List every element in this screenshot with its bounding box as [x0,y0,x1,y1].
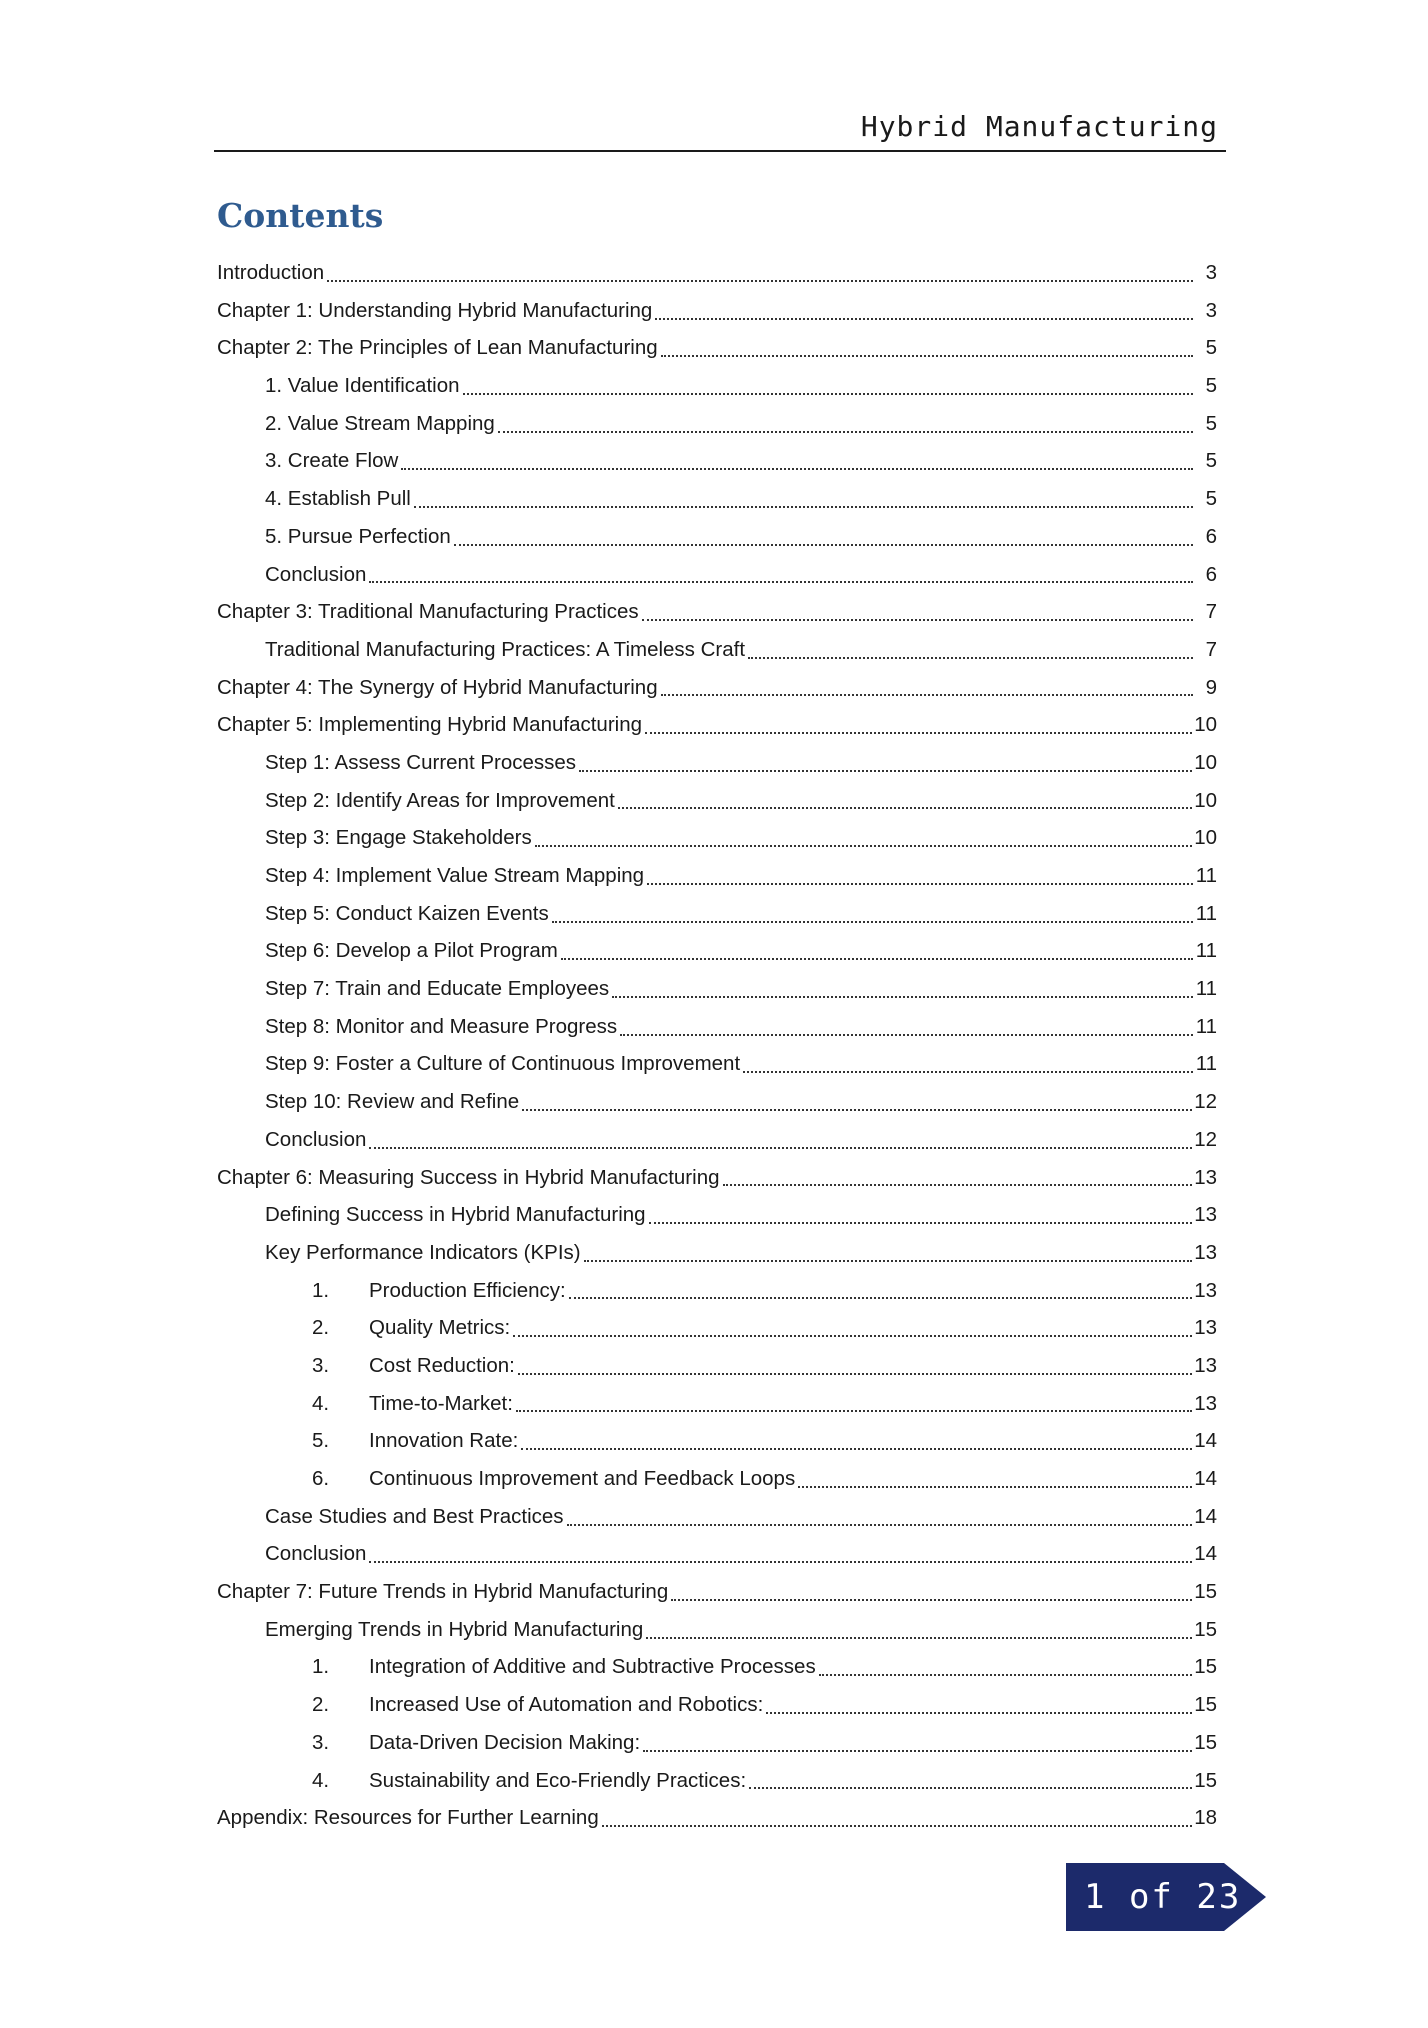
toc-entry-title: 2. Value Stream Mapping [265,411,495,435]
toc-entry-page: 6 [1205,562,1217,586]
toc-entry-number: 6. [312,1467,330,1490]
toc-entry-title: Conclusion [265,562,367,586]
toc-entry[interactable] [217,1573,1217,1611]
toc-entry-title: Continuous Improvement and Feedback Loops [369,1467,796,1490]
toc-entry-page: 5 [1205,336,1217,360]
toc-entry-title: Defining Success in Hybrid Manufacturing [265,1203,646,1227]
toc-entry[interactable] [217,556,1217,594]
toc-entry-title: Chapter 4: The Synergy of Hybrid Manufacturing [217,675,658,699]
toc-entry-page: 14 [1194,1429,1217,1453]
toc-entry-number: 3. [312,1353,330,1377]
toc-entry[interactable] [217,1347,1217,1385]
toc-dot-leader [513,1335,1192,1337]
table-of-contents [217,254,1217,1837]
toc-entry[interactable] [217,669,1217,707]
toc-entry[interactable] [217,1196,1217,1234]
toc-dot-leader [522,1109,1192,1111]
document-header-title: Hybrid Manufacturing [860,110,1218,143]
toc-entry-title: Step 10: Review and Refine [265,1090,520,1114]
toc-entry[interactable] [217,1460,1217,1498]
toc-entry-page: 6 [1205,524,1217,548]
toc-entry-title: Key Performance Indicators (KPIs) [265,1240,581,1264]
toc-entry-number: 5. [312,1429,330,1453]
toc-entry[interactable] [217,1648,1217,1686]
toc-entry-page: 11 [1195,1052,1217,1076]
toc-entry[interactable] [217,518,1217,556]
toc-entry-title: 5. Pursue Perfection [265,524,451,548]
toc-dot-leader [743,1071,1193,1073]
toc-entry[interactable] [217,1686,1217,1724]
toc-entry[interactable] [217,1045,1217,1083]
toc-entry-title: Production Efficiency: [369,1278,566,1302]
toc-entry-title: Step 1: Assess Current Processes [265,750,577,774]
toc-entry-title: Innovation Rate: [369,1429,519,1453]
toc-dot-leader [569,1297,1192,1299]
toc-entry-page: 11 [1195,864,1217,887]
toc-dot-leader [618,807,1192,809]
toc-entry-number: 4. [312,1391,330,1415]
toc-entry-page: 15 [1194,1580,1217,1604]
toc-entry-title: Step 4: Implement Value Stream Mapping [265,864,645,887]
toc-entry-page: 11 [1195,977,1217,1001]
toc-entry-page: 3 [1205,298,1217,322]
toc-dot-leader [655,318,1193,320]
toc-entry-page: 12 [1194,1127,1217,1151]
toc-entry[interactable] [217,744,1217,782]
toc-entry-title: Introduction [217,261,325,284]
toc-dot-leader [454,544,1193,546]
toc-entry-title: Data-Driven Decision Making: [369,1730,641,1754]
toc-entry-page: 18 [1194,1806,1217,1830]
toc-entry-number: 1. [312,1278,330,1302]
toc-entry-title: Step 7: Train and Educate Employees [265,977,610,1001]
page-number-badge [1066,1863,1266,1931]
toc-dot-leader [643,1750,1192,1752]
toc-dot-leader [748,657,1193,659]
toc-dot-leader [661,355,1193,357]
toc-dot-leader [766,1712,1192,1714]
toc-dot-leader [579,770,1192,772]
toc-entry[interactable] [217,1008,1217,1046]
contents-heading: Contents [217,196,384,235]
toc-dot-leader [369,581,1193,583]
toc-dot-leader [671,1599,1192,1601]
toc-dot-leader [602,1825,1192,1827]
toc-entry[interactable] [217,1498,1217,1536]
toc-dot-leader [645,732,1192,734]
toc-entry-title: Emerging Trends in Hybrid Manufacturing [265,1617,644,1641]
toc-entry-title: Step 9: Foster a Culture of Continuous Improvement [265,1052,741,1076]
toc-entry-title: Chapter 3: Traditional Manufacturing Practices [217,600,639,624]
toc-entry-page: 15 [1194,1693,1217,1717]
toc-entry-number: 2. [312,1316,330,1340]
toc-entry[interactable] [217,1234,1217,1272]
toc-entry-title: Chapter 7: Future Trends in Hybrid Manufacturing [217,1580,669,1604]
toc-entry-page: 5 [1205,449,1217,473]
toc-entry-title: Chapter 6: Measuring Success in Hybrid Manufacturing [217,1165,720,1189]
toc-entry-title: Appendix: Resources for Further Learning [217,1806,599,1830]
toc-entry-page: 10 [1194,788,1217,812]
toc-entry[interactable] [217,1121,1217,1159]
toc-entry-page: 5 [1205,374,1217,398]
toc-entry-title: Sustainability and Eco-Friendly Practices: [369,1768,747,1792]
toc-entry-page: 7 [1205,600,1217,624]
toc-entry-page: 12 [1194,1090,1217,1114]
toc-entry-page: 9 [1205,675,1217,699]
toc-entry-page: 15 [1194,1655,1217,1679]
toc-entry[interactable] [217,706,1217,744]
toc-entry-title: Traditional Manufacturing Practices: A Timeless Craft [265,637,746,661]
toc-entry[interactable] [217,254,1217,292]
toc-entry-title: Integration of Additive and Subtractive Processes [369,1655,816,1679]
toc-entry-title: Cost Reduction: [369,1353,515,1377]
toc-dot-leader [521,1448,1192,1450]
toc-dot-leader [414,506,1193,508]
toc-dot-leader [749,1787,1192,1789]
toc-dot-leader [552,921,1193,923]
toc-entry[interactable] [217,819,1217,857]
toc-entry[interactable] [217,1272,1217,1310]
toc-dot-leader [369,1561,1192,1563]
toc-entry[interactable] [217,292,1217,330]
toc-dot-leader [723,1184,1193,1186]
toc-entry-title: Step 2: Identify Areas for Improvement [265,788,615,812]
toc-entry-title: 3. Create Flow [265,449,399,473]
toc-entry-page: 13 [1194,1203,1217,1227]
toc-dot-leader [647,883,1193,885]
toc-entry-title: 4. Establish Pull [265,487,411,511]
toc-entry[interactable] [217,1422,1217,1460]
toc-entry-title: Time-to-Market: [369,1391,513,1415]
toc-entry[interactable] [217,895,1217,933]
toc-entry-page: 11 [1195,1014,1217,1038]
toc-entry-page: 15 [1194,1617,1217,1641]
toc-entry-title: Step 8: Monitor and Measure Progress [265,1014,618,1038]
toc-entry[interactable] [217,1611,1217,1649]
toc-entry-page: 13 [1194,1278,1217,1302]
toc-dot-leader [798,1486,1192,1488]
toc-dot-leader [649,1222,1193,1224]
toc-entry-page: 10 [1194,826,1217,850]
toc-entry-page: 14 [1194,1504,1217,1528]
toc-dot-leader [620,1034,1193,1036]
toc-entry-page: 15 [1194,1768,1217,1792]
toc-entry-page: 13 [1194,1316,1217,1340]
toc-entry[interactable] [217,442,1217,480]
toc-dot-leader [661,694,1193,696]
toc-entry-page: 7 [1205,637,1217,661]
toc-dot-leader [401,468,1193,470]
toc-entry-title: Step 5: Conduct Kaizen Events [265,901,549,925]
toc-entry-title: Chapter 1: Understanding Hybrid Manufacturing [217,298,653,322]
toc-entry[interactable] [217,405,1217,443]
header-rule [214,150,1226,152]
toc-entry-title: Quality Metrics: [369,1316,511,1340]
toc-entry-page: 10 [1194,713,1217,737]
toc-entry-page: 10 [1194,750,1217,774]
toc-entry[interactable] [217,329,1217,367]
toc-entry[interactable] [217,631,1217,669]
toc-dot-leader [642,619,1193,621]
toc-entry[interactable] [217,1309,1217,1347]
toc-dot-leader [463,393,1194,395]
toc-dot-leader [646,1637,1192,1639]
toc-entry-title: Increased Use of Automation and Robotics: [369,1693,764,1717]
toc-entry[interactable] [217,857,1217,895]
toc-entry[interactable] [217,782,1217,820]
toc-dot-leader [819,1674,1192,1676]
toc-entry-page: 13 [1194,1165,1217,1189]
toc-entry-number: 3. [312,1730,330,1754]
toc-entry-page: 11 [1195,939,1217,963]
toc-entry-page: 15 [1194,1730,1217,1754]
toc-dot-leader [584,1260,1193,1262]
toc-entry[interactable] [217,367,1217,405]
toc-dot-leader [369,1147,1192,1149]
toc-dot-leader [518,1373,1192,1375]
toc-entry[interactable] [217,1762,1217,1800]
toc-entry-title: Case Studies and Best Practices [265,1504,564,1528]
toc-dot-leader [535,845,1192,847]
page-indicator: 1 of 23 [1084,1877,1242,1917]
toc-entry-page: 5 [1205,487,1217,511]
toc-entry-number: 1. [312,1655,330,1679]
toc-entry[interactable] [217,1535,1217,1573]
toc-entry-number: 4. [312,1768,330,1792]
toc-entry[interactable] [217,1799,1217,1837]
toc-entry-title: Step 6: Develop a Pilot Program [265,939,558,963]
toc-entry-page: 13 [1194,1240,1217,1264]
toc-entry[interactable] [217,1159,1217,1197]
toc-entry-number: 2. [312,1693,330,1717]
toc-dot-leader [516,1410,1192,1412]
toc-entry-title: Chapter 2: The Principles of Lean Manufacturing [217,336,658,360]
toc-entry[interactable] [217,1724,1217,1762]
toc-dot-leader [612,996,1193,998]
toc-entry-page: 3 [1205,261,1217,284]
toc-entry-title: Conclusion [265,1542,367,1566]
toc-dot-leader [561,958,1193,960]
toc-entry-title: Chapter 5: Implementing Hybrid Manufacturing [217,713,643,737]
toc-entry[interactable] [217,932,1217,970]
toc-entry[interactable] [217,970,1217,1008]
toc-entry-page: 14 [1194,1467,1217,1490]
toc-entry-page: 11 [1195,901,1217,925]
toc-dot-leader [567,1524,1193,1526]
toc-entry[interactable] [217,1083,1217,1121]
toc-entry-page: 13 [1194,1391,1217,1415]
toc-entry[interactable] [217,593,1217,631]
toc-entry-page: 13 [1194,1353,1217,1377]
toc-dot-leader [498,431,1193,433]
toc-entry[interactable] [217,1385,1217,1423]
toc-entry-title: 1. Value Identification [265,374,460,398]
toc-entry-page: 14 [1194,1542,1217,1566]
toc-entry-title: Conclusion [265,1127,367,1151]
toc-dot-leader [327,280,1193,282]
toc-entry-page: 5 [1205,411,1217,435]
toc-entry-title: Step 3: Engage Stakeholders [265,826,532,850]
toc-entry[interactable] [217,480,1217,518]
